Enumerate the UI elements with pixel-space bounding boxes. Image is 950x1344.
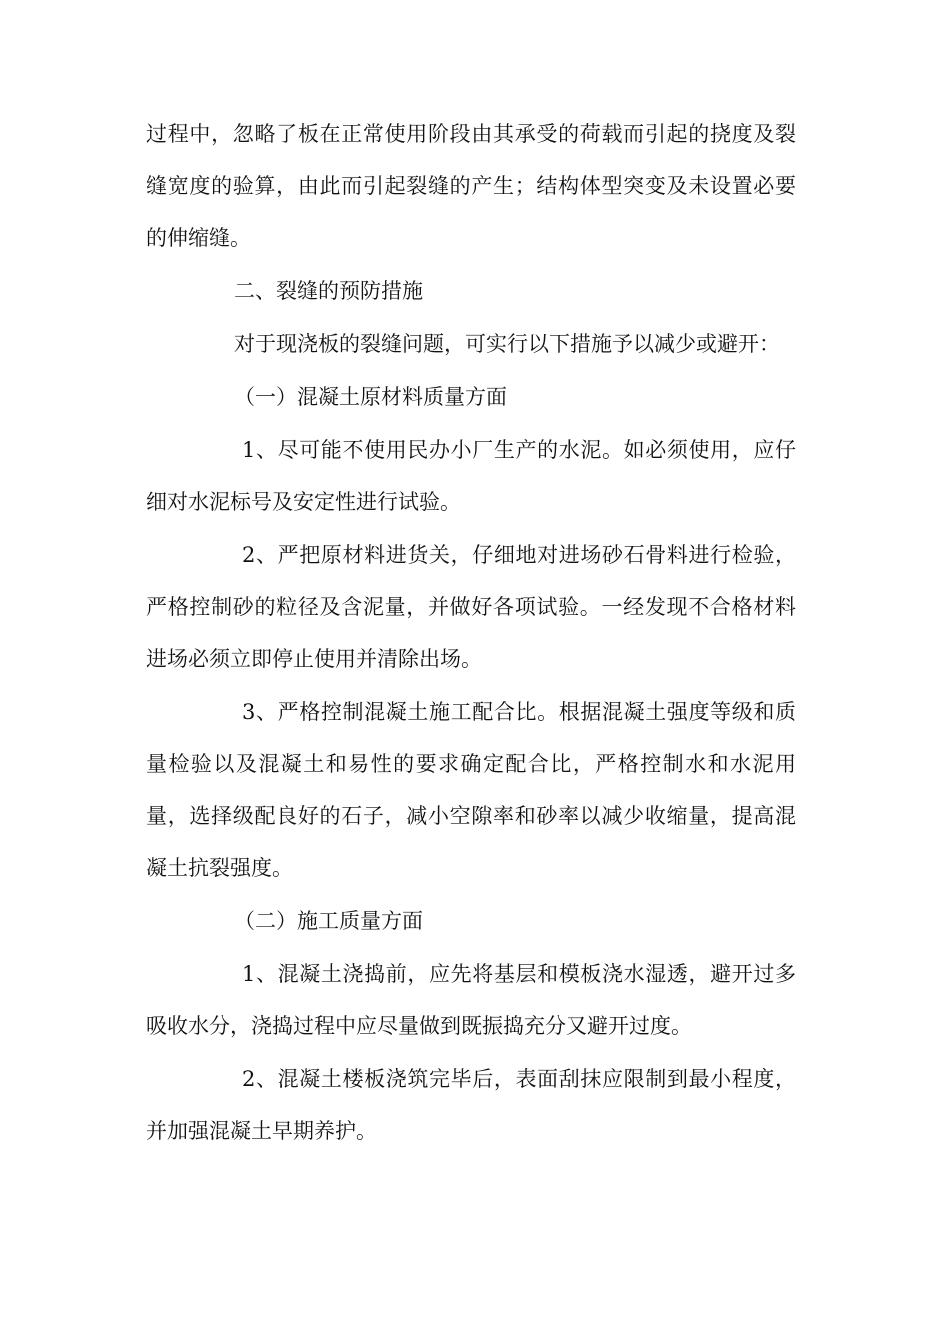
list-item-materials-2: 2、严把原材料进货关，仔细地对进场砂石骨料进行检验，严格控制砂的粒径及含泥量，并做好各项试验。一经发现不合格材料进场必须立即停止使用并清除出场。 [146, 543, 796, 671]
list-item-construction-2: 2、混凝土楼板浇筑完毕后，表面刮抹应限制到最小程度，并加强混凝土早期养护。 [146, 1067, 796, 1143]
subsection-heading-materials: （一）混凝土原材料质量方面 [234, 385, 507, 409]
document-body [146, 108, 796, 1158]
paragraph-intro: 对于现浇板的裂缝问题，可实行以下措施予以减少或避开： [234, 332, 780, 356]
list-item-materials-3: 3、严格控制混凝土施工配合比。根据混凝土强度等级和质量检验以及混凝土和易性的要求确定配合比，严格控制水和水泥用量，选择级配良好的石子，减小空隙率和砂率以减少收缩量，提高混凝土抗裂强度。 [146, 700, 796, 880]
list-item-materials-1: 1、尽可能不使用民办小厂生产的水泥。如必须使用，应仔细对水泥标号及安定性进行试验。 [146, 438, 796, 514]
section-heading-prevention: 二、裂缝的预防措施 [234, 279, 423, 303]
list-item-construction-1: 1、混凝土浇捣前，应先将基层和模板浇水湿透，避开过多吸收水分，浇捣过程中应尽量做到既振捣充分又避开过度。 [146, 962, 796, 1038]
subsection-heading-construction: （二）施工质量方面 [234, 909, 423, 933]
paragraph-continuation: 过程中，忽略了板在正常使用阶段由其承受的荷载而引起的挠度及裂缝宽度的验算，由此而引起裂缝的产生；结构体型突变及未设置必要的伸缩缝。 [146, 122, 796, 250]
